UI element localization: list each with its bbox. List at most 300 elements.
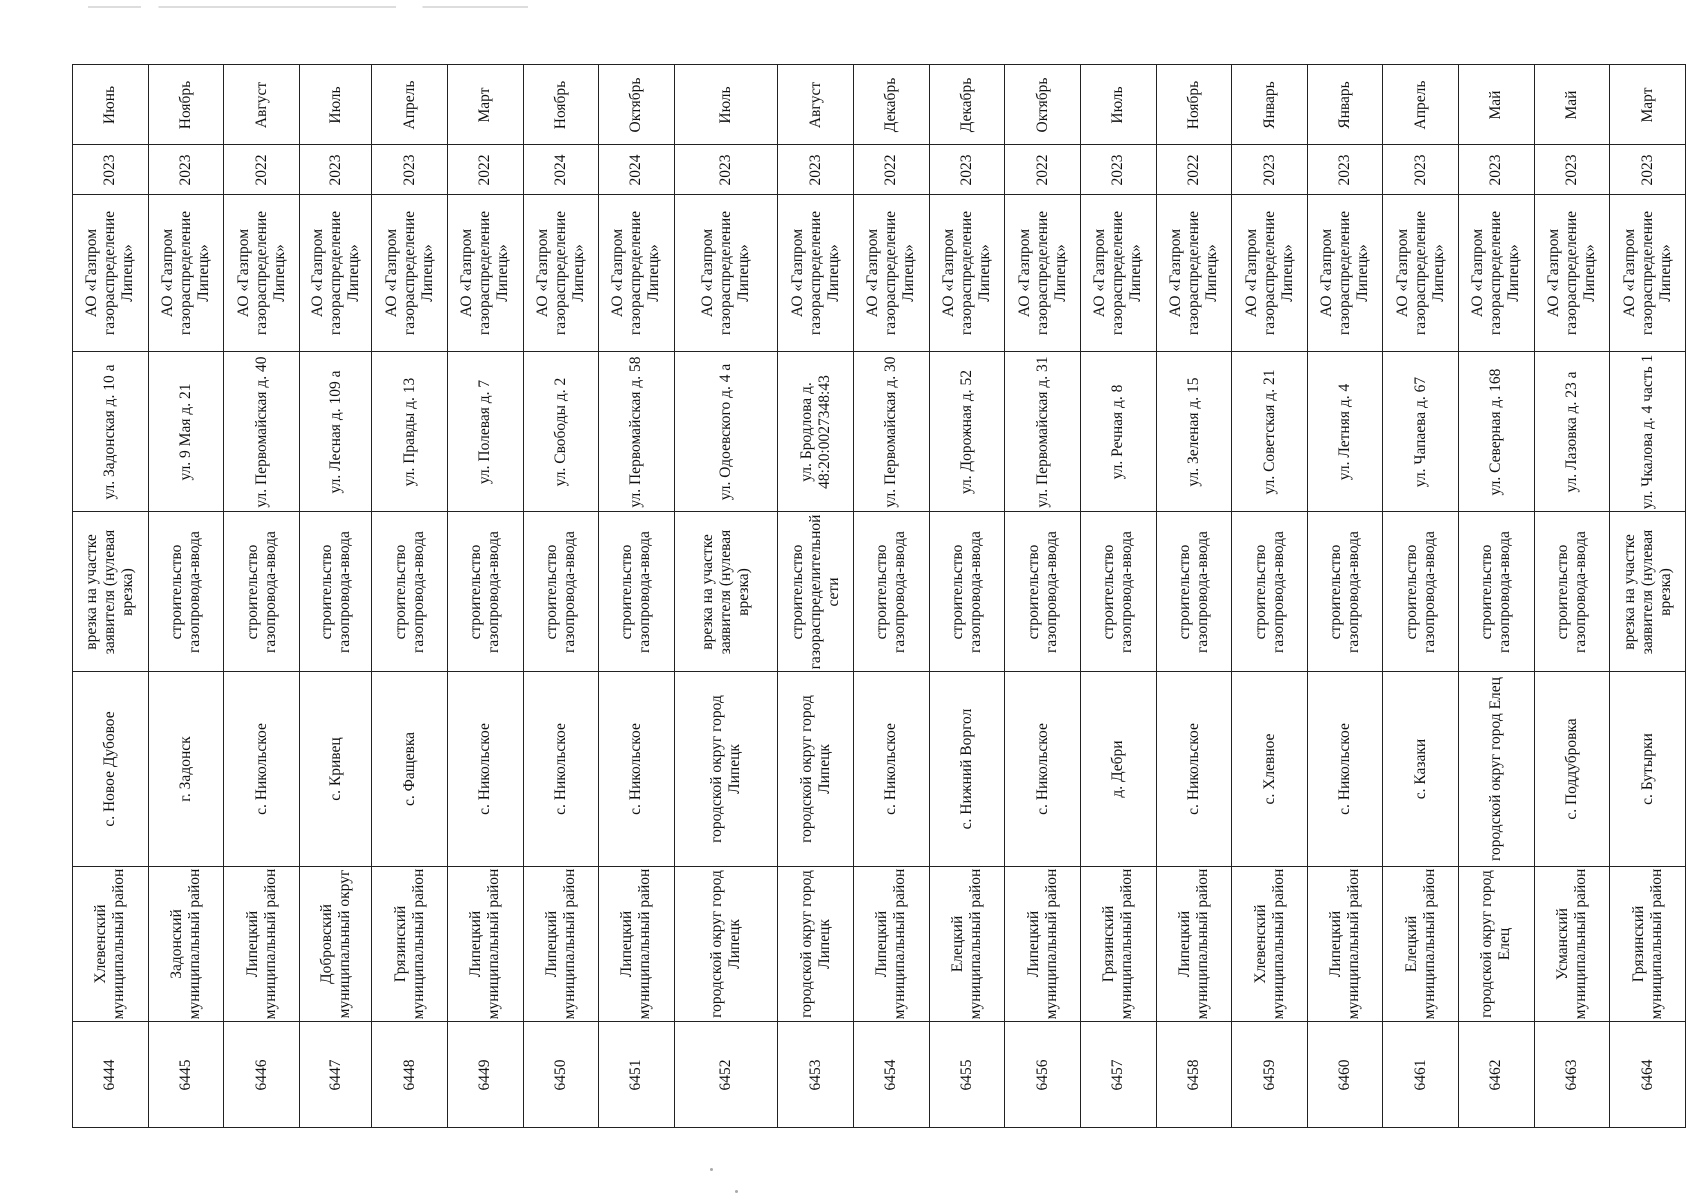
year-text: 2023: [176, 154, 194, 185]
cell-year: [73, 145, 149, 195]
work-type-text: строительство газопровода-ввода: [618, 530, 654, 653]
cell-org: [854, 195, 930, 352]
cell-work-type: [1156, 512, 1232, 672]
work-type-text: врезка на участке заявителя (нулевая врезка): [699, 529, 753, 654]
work-type-text: врезка на участке заявителя (нулевая врезка): [1620, 529, 1674, 654]
cell-district: [148, 867, 224, 1022]
cell-number: [778, 1022, 854, 1128]
cell-month: [1307, 65, 1383, 145]
settlement-text: с. Никольское: [1184, 723, 1202, 815]
month-text: Июль: [717, 85, 735, 124]
cell-org: [1610, 195, 1686, 352]
cell-month: [854, 65, 930, 145]
cell-month: [224, 65, 300, 145]
district-text: Добровский муниципальный округ: [317, 869, 353, 1019]
document-sheet: [72, 64, 1686, 1127]
year-text: 2024: [627, 154, 645, 185]
cell-year: [1156, 145, 1232, 195]
org-text: АО «Газпром газораспределение Липецк»: [458, 210, 512, 336]
month-text: Декабрь: [958, 77, 976, 132]
field-row-address: [73, 352, 1686, 512]
district-text: Липецкий муниципальный район: [1327, 868, 1363, 1020]
cell-district: [1459, 867, 1535, 1022]
org-text: АО «Газпром газораспределение Липецк»: [382, 210, 436, 336]
month-text: Апрель: [400, 80, 418, 129]
cell-work-type: [148, 512, 224, 672]
settlement-text: с. Никольское: [551, 723, 569, 815]
cell-work-type: [523, 512, 599, 672]
cell-district: [299, 867, 371, 1022]
address-text: ул. Бродлова д. 48:20:0027348:43: [797, 374, 833, 489]
cell-year: [778, 145, 854, 195]
cell-settlement: [523, 672, 599, 867]
cell-number: [299, 1022, 371, 1128]
cell-district: [73, 867, 149, 1022]
cell-work-type: [1610, 512, 1686, 672]
year-text: 2023: [1563, 154, 1581, 185]
cell-address: [599, 352, 675, 512]
year-text: 2023: [1336, 154, 1354, 185]
work-type-text: строительство газопровода-ввода: [1100, 530, 1136, 653]
district-text: Липецкий муниципальный район: [243, 868, 279, 1020]
cell-month: [1459, 65, 1535, 145]
month-text: Январь: [1336, 80, 1354, 129]
cell-year: [372, 145, 448, 195]
month-text: Октябрь: [627, 77, 645, 132]
settlement-text: с. Казаки: [1411, 738, 1429, 800]
work-type-text: строительство газопровода-ввода: [391, 530, 427, 653]
cell-settlement: [599, 672, 675, 867]
number-text: 6456: [1033, 1059, 1051, 1090]
address-text: ул. Задонская д. 10 а: [101, 363, 119, 500]
cell-month: [929, 65, 1005, 145]
month-text: Май: [1563, 90, 1581, 119]
address-text: ул. Летняя д. 4: [1336, 383, 1354, 480]
org-text: АО «Газпром газораспределение Липецк»: [533, 210, 587, 336]
cell-month: [523, 65, 599, 145]
cell-month: [1383, 65, 1459, 145]
cell-year: [929, 145, 1005, 195]
cell-year: [1534, 145, 1610, 195]
cell-year: [1459, 145, 1535, 195]
year-text: 2023: [1411, 154, 1429, 185]
cell-district: [778, 867, 854, 1022]
cell-month: [599, 65, 675, 145]
cell-district: [1534, 867, 1610, 1022]
cell-number: [1080, 1022, 1156, 1128]
district-text: Липецкий муниципальный район: [467, 868, 503, 1020]
work-type-text: строительство газопровода-ввода: [167, 530, 203, 653]
year-text: 2022: [476, 154, 494, 185]
cell-settlement: [299, 672, 371, 867]
settlement-text: с. Бутырки: [1638, 733, 1656, 805]
cell-district: [674, 867, 778, 1022]
work-type-text: строительство газопровода-ввода: [1327, 530, 1363, 653]
district-text: городской округ город Липецк: [797, 870, 833, 1018]
work-type-text: строительство газопровода-ввода: [1478, 530, 1514, 653]
month-text: Март: [1638, 87, 1656, 122]
cell-settlement: [372, 672, 448, 867]
address-text: ул. Чкалова д. 4 часть 1: [1638, 354, 1656, 509]
cell-address: [1383, 352, 1459, 512]
year-text: 2022: [252, 154, 270, 185]
district-text: Задонский муниципальный район: [167, 868, 203, 1020]
org-text: АО «Газпром газораспределение Липецк»: [1620, 210, 1674, 336]
year-text: 2023: [326, 154, 344, 185]
cell-year: [224, 145, 300, 195]
month-text: Ноябрь: [551, 80, 569, 129]
cell-district: [1383, 867, 1459, 1022]
address-text: ул. Лазовка д. 23 а: [1563, 371, 1581, 492]
number-text: 6447: [326, 1059, 344, 1090]
org-text: АО «Газпром газораспределение Липецк»: [609, 210, 663, 336]
cell-month: [1005, 65, 1081, 145]
cell-org: [929, 195, 1005, 352]
cell-work-type: [674, 512, 778, 672]
number-text: 6444: [101, 1059, 119, 1090]
settlement-text: д. Дебри: [1109, 740, 1127, 798]
cell-work-type: [372, 512, 448, 672]
address-text: ул. 9 Мая д. 21: [176, 383, 194, 480]
cell-org: [148, 195, 224, 352]
year-text: 2023: [717, 154, 735, 185]
cell-address: [929, 352, 1005, 512]
cell-settlement: [73, 672, 149, 867]
org-text: АО «Газпром газораспределение Липецк»: [699, 210, 753, 336]
settlement-text: с. Фащевка: [400, 731, 418, 807]
cell-district: [854, 867, 930, 1022]
address-text: ул. Одоевского д. 4 а: [717, 363, 735, 500]
cell-year: [1005, 145, 1081, 195]
cell-number: [1307, 1022, 1383, 1128]
field-row-district: [73, 867, 1686, 1022]
cell-settlement: [674, 672, 778, 867]
cell-work-type: [1005, 512, 1081, 672]
field-row-year: [73, 145, 1686, 195]
year-text: 2022: [1033, 154, 1051, 185]
number-text: 6452: [717, 1059, 735, 1090]
month-text: Июнь: [101, 85, 119, 124]
district-text: Липецкий муниципальный район: [618, 868, 654, 1020]
cell-year: [1232, 145, 1308, 195]
table-body: [73, 65, 1686, 1128]
cell-number: [1383, 1022, 1459, 1128]
district-text: Грязинский муниципальный район: [391, 868, 427, 1020]
cell-address: [1307, 352, 1383, 512]
year-text: 2023: [1638, 154, 1656, 185]
cell-district: [599, 867, 675, 1022]
number-text: 6448: [400, 1059, 418, 1090]
number-text: 6445: [176, 1059, 194, 1090]
cell-district: [447, 867, 523, 1022]
work-type-text: врезка на участке заявителя (нулевая врезка): [83, 529, 137, 654]
cell-settlement: [1080, 672, 1156, 867]
cell-work-type: [447, 512, 523, 672]
work-type-text: строительство газопровода-ввода: [467, 530, 503, 653]
district-text: Липецкий муниципальный район: [873, 868, 909, 1020]
settlement-text: городской округ город Елец: [1487, 677, 1505, 861]
address-text: ул. Дорожная д. 52: [958, 369, 976, 494]
cell-month: [1156, 65, 1232, 145]
address-text: ул. Лесная д. 109 а: [326, 370, 344, 493]
month-text: Ноябрь: [176, 80, 194, 129]
scan-speck: [710, 1168, 713, 1171]
cell-year: [1080, 145, 1156, 195]
org-text: АО «Газпром газораспределение Липецк»: [308, 210, 362, 336]
cell-org: [1005, 195, 1081, 352]
cell-org: [299, 195, 371, 352]
cell-number: [1534, 1022, 1610, 1128]
cell-number: [73, 1022, 149, 1128]
cell-settlement: [1005, 672, 1081, 867]
cell-org: [674, 195, 778, 352]
cell-work-type: [1459, 512, 1535, 672]
cell-address: [447, 352, 523, 512]
settlement-text: с. Поддубровка: [1563, 718, 1581, 820]
address-text: ул. Полевая д. 7: [476, 379, 494, 484]
cell-org: [599, 195, 675, 352]
year-text: 2023: [400, 154, 418, 185]
district-text: Липецкий муниципальный район: [542, 868, 578, 1020]
cell-year: [854, 145, 930, 195]
cell-address: [299, 352, 371, 512]
field-row-work-type: [73, 512, 1686, 672]
number-text: 6446: [252, 1059, 270, 1090]
cell-settlement: [1307, 672, 1383, 867]
settlement-text: с. Никольское: [476, 723, 494, 815]
cell-settlement: [148, 672, 224, 867]
cell-district: [1005, 867, 1081, 1022]
cell-address: [372, 352, 448, 512]
district-text: Усманский муниципальный район: [1554, 868, 1590, 1020]
org-text: АО «Газпром газораспределение Липецк»: [158, 210, 212, 336]
cell-month: [1232, 65, 1308, 145]
cell-address: [224, 352, 300, 512]
org-text: АО «Газпром газораспределение Липецк»: [1318, 210, 1372, 336]
cell-work-type: [854, 512, 930, 672]
number-text: 6460: [1336, 1059, 1354, 1090]
settlement-text: с. Никольское: [882, 723, 900, 815]
month-text: Декабрь: [882, 77, 900, 132]
address-text: ул. Первомайская д. 58: [627, 355, 645, 508]
field-row-month: [73, 65, 1686, 145]
cell-month: [1610, 65, 1686, 145]
cell-number: [148, 1022, 224, 1128]
year-text: 2023: [958, 154, 976, 185]
org-text: АО «Газпром газораспределение Липецк»: [1393, 210, 1447, 336]
month-text: Январь: [1260, 80, 1278, 129]
district-text: Елецкий муниципальный район: [1402, 868, 1438, 1020]
cell-work-type: [299, 512, 371, 672]
address-text: ул. Первомайская д. 31: [1033, 355, 1051, 508]
cell-work-type: [73, 512, 149, 672]
district-text: Хлевенский муниципальный район: [92, 868, 128, 1020]
month-text: Июль: [1109, 85, 1127, 124]
year-text: 2022: [1184, 154, 1202, 185]
number-text: 6457: [1109, 1059, 1127, 1090]
cell-month: [1534, 65, 1610, 145]
number-text: 6464: [1638, 1059, 1656, 1090]
district-text: Елецкий муниципальный район: [949, 868, 985, 1020]
cell-org: [523, 195, 599, 352]
cell-org: [1307, 195, 1383, 352]
org-text: АО «Газпром газораспределение Липецк»: [1166, 210, 1220, 336]
gasification-table: [72, 64, 1686, 1128]
cell-work-type: [929, 512, 1005, 672]
cell-settlement: [778, 672, 854, 867]
settlement-text: с. Кривец: [326, 737, 344, 801]
cell-year: [674, 145, 778, 195]
cell-settlement: [1383, 672, 1459, 867]
cell-year: [523, 145, 599, 195]
cell-month: [372, 65, 448, 145]
field-row-org: [73, 195, 1686, 352]
number-text: 6454: [882, 1059, 900, 1090]
cell-settlement: [224, 672, 300, 867]
cell-work-type: [1080, 512, 1156, 672]
address-text: ул. Советская д. 21: [1260, 369, 1278, 494]
cell-district: [523, 867, 599, 1022]
number-text: 6451: [627, 1059, 645, 1090]
year-text: 2023: [1487, 154, 1505, 185]
cell-number: [1232, 1022, 1308, 1128]
cell-district: [1156, 867, 1232, 1022]
number-text: 6450: [551, 1059, 569, 1090]
work-type-text: строительство газопровода-ввода: [1024, 530, 1060, 653]
cell-number: [1610, 1022, 1686, 1128]
settlement-text: городской округ город Липецк: [708, 695, 744, 843]
year-text: 2023: [1109, 154, 1127, 185]
org-text: АО «Газпром газораспределение Липецк»: [1015, 210, 1069, 336]
cell-number: [1005, 1022, 1081, 1128]
year-text: 2023: [101, 154, 119, 185]
cell-address: [1005, 352, 1081, 512]
cell-month: [447, 65, 523, 145]
work-type-text: строительство газопровода-ввода: [1554, 530, 1590, 653]
cell-district: [1610, 867, 1686, 1022]
cell-address: [1080, 352, 1156, 512]
cell-work-type: [1307, 512, 1383, 672]
address-text: ул. Зеленая д. 15: [1184, 376, 1202, 487]
cell-org: [1232, 195, 1308, 352]
cell-org: [73, 195, 149, 352]
cell-number: [372, 1022, 448, 1128]
settlement-text: с. Никольское: [1033, 723, 1051, 815]
cell-number: [854, 1022, 930, 1128]
cell-month: [674, 65, 778, 145]
cell-address: [148, 352, 224, 512]
month-text: Октябрь: [1033, 77, 1051, 132]
org-text: АО «Газпром газораспределение Липецк»: [234, 210, 288, 336]
cell-district: [1307, 867, 1383, 1022]
cell-org: [778, 195, 854, 352]
work-type-text: строительство газопровода-ввода: [873, 530, 909, 653]
settlement-text: с. Никольское: [1336, 723, 1354, 815]
cell-address: [674, 352, 778, 512]
work-type-text: строительство газопровода-ввода: [1251, 530, 1287, 653]
cell-settlement: [1610, 672, 1686, 867]
cell-year: [148, 145, 224, 195]
org-text: АО «Газпром газораспределение Липецк»: [1091, 210, 1145, 336]
cell-number: [224, 1022, 300, 1128]
month-text: Июль: [326, 85, 344, 124]
cell-settlement: [1232, 672, 1308, 867]
work-type-text: строительство газопровода-ввода: [243, 530, 279, 653]
settlement-text: с. Никольское: [252, 723, 270, 815]
month-text: Август: [806, 81, 824, 128]
scan-artifact-line: [88, 6, 528, 8]
cell-year: [1307, 145, 1383, 195]
month-text: Апрель: [1411, 80, 1429, 129]
district-text: Липецкий муниципальный район: [1024, 868, 1060, 1020]
cell-address: [1534, 352, 1610, 512]
work-type-text: строительство газопровода-ввода: [949, 530, 985, 653]
month-text: Март: [476, 87, 494, 122]
cell-settlement: [1459, 672, 1535, 867]
cell-settlement: [447, 672, 523, 867]
org-text: АО «Газпром газораспределение Липецк»: [788, 210, 842, 336]
settlement-text: с. Нижний Воргол: [958, 708, 976, 830]
number-text: 6455: [958, 1059, 976, 1090]
address-text: ул. Первомайская д. 30: [882, 355, 900, 508]
work-type-text: строительство газопровода-ввода: [542, 530, 578, 653]
cell-number: [929, 1022, 1005, 1128]
cell-work-type: [1232, 512, 1308, 672]
cell-address: [1459, 352, 1535, 512]
org-text: АО «Газпром газораспределение Липецк»: [83, 210, 137, 336]
settlement-text: городской округ город Липецк: [797, 695, 833, 843]
district-text: Липецкий муниципальный район: [1175, 868, 1211, 1020]
org-text: АО «Газпром газораспределение Липецк»: [864, 210, 918, 336]
cell-month: [778, 65, 854, 145]
cell-district: [929, 867, 1005, 1022]
month-text: Ноябрь: [1184, 80, 1202, 129]
work-type-text: строительство газопровода-ввода: [317, 530, 353, 653]
cell-address: [73, 352, 149, 512]
work-type-text: строительство газораспределительной сети: [788, 514, 842, 669]
cell-address: [1610, 352, 1686, 512]
org-text: АО «Газпром газораспределение Липецк»: [1469, 210, 1523, 336]
cell-org: [372, 195, 448, 352]
cell-number: [674, 1022, 778, 1128]
cell-settlement: [854, 672, 930, 867]
work-type-text: строительство газопровода-ввода: [1402, 530, 1438, 653]
cell-month: [148, 65, 224, 145]
address-text: ул. Речная д. 8: [1109, 384, 1127, 479]
cell-org: [1156, 195, 1232, 352]
district-text: Грязинский муниципальный район: [1100, 868, 1136, 1020]
cell-work-type: [599, 512, 675, 672]
settlement-text: с. Новое Дубовое: [101, 711, 119, 827]
cell-year: [599, 145, 675, 195]
cell-month: [1080, 65, 1156, 145]
field-row-settlement: [73, 672, 1686, 867]
cell-work-type: [778, 512, 854, 672]
cell-work-type: [224, 512, 300, 672]
work-type-text: строительство газопровода-ввода: [1175, 530, 1211, 653]
settlement-text: с. Хлевное: [1260, 733, 1278, 805]
cell-year: [299, 145, 371, 195]
number-text: 6449: [476, 1059, 494, 1090]
district-text: городской округ город Елец: [1478, 870, 1514, 1018]
cell-address: [1156, 352, 1232, 512]
cell-address: [854, 352, 930, 512]
year-text: 2023: [1260, 154, 1278, 185]
cell-settlement: [1156, 672, 1232, 867]
cell-address: [1232, 352, 1308, 512]
number-text: 6462: [1487, 1059, 1505, 1090]
cell-org: [1383, 195, 1459, 352]
